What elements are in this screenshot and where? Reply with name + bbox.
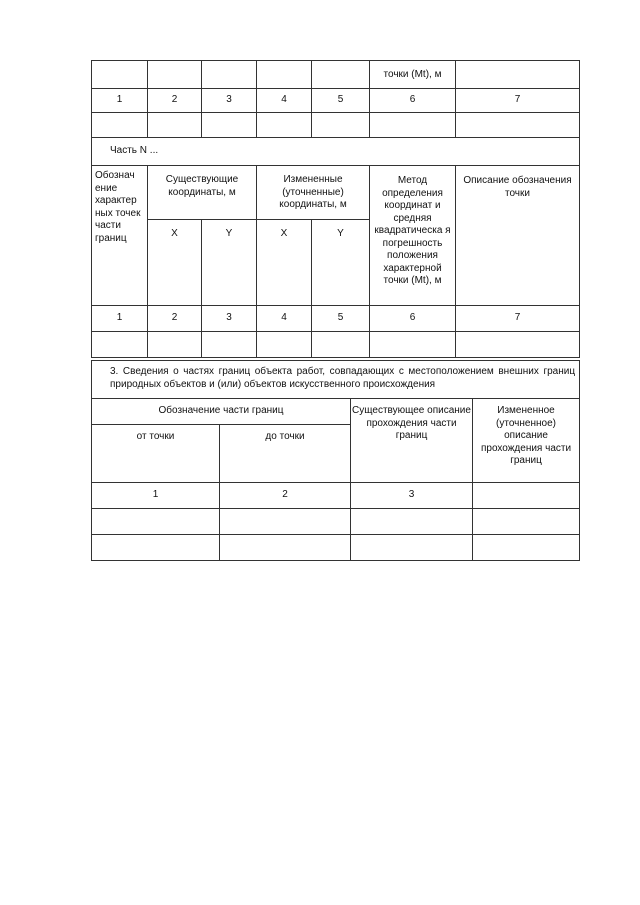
coordinates-table [91,60,580,358]
changed-x-header: X [257,220,312,306]
col1-header: Обознач ение характер ных точек части границ [92,166,148,306]
table-row [92,535,580,561]
table-row [92,332,580,358]
existing-x-header: X [148,220,202,306]
changed-description-header: Измененное (уточненное) описание прохождения части границ [473,399,580,483]
description-header: Описание обозначения точки [456,166,580,306]
column-number-row: 1 2 3 4 5 6 7 [92,306,580,332]
col6-cont-text: точки (Mt), м [370,61,456,89]
table-row [92,509,580,535]
column-number-row: 1 2 3 4 5 6 7 [92,89,580,113]
part-label: Часть N ... [92,138,580,166]
header-row [92,166,580,220]
table-row [92,61,580,89]
section-row [92,361,580,399]
changed-coords-header: Измененные (уточненные) координаты, м [257,166,370,220]
changed-y-header: Y [312,220,370,306]
section-title: 3. Сведения о частях границ объекта работ, совпадающих с местоположением внешних границ природных объектов и (или) объектов искусственного происхождения [92,361,580,399]
existing-y-header: Y [202,220,257,306]
to-point-header: до точки [220,425,351,483]
boundary-parts-table [91,360,580,561]
header-row [92,399,580,425]
part-row [92,138,580,166]
existing-coords-header: Существующие координаты, м [148,166,257,220]
existing-description-header: Существующее описание прохождения части границ [351,399,473,483]
from-point-header: от точки [92,425,220,483]
designation-header: Обозначение части границ [92,399,351,425]
method-header: Метод определения координат и средняя квадратическа я погрешность положения характерной точки (Mt), м [370,166,456,306]
column-number-row: 1 2 3 [92,483,580,509]
table-row [92,113,580,138]
